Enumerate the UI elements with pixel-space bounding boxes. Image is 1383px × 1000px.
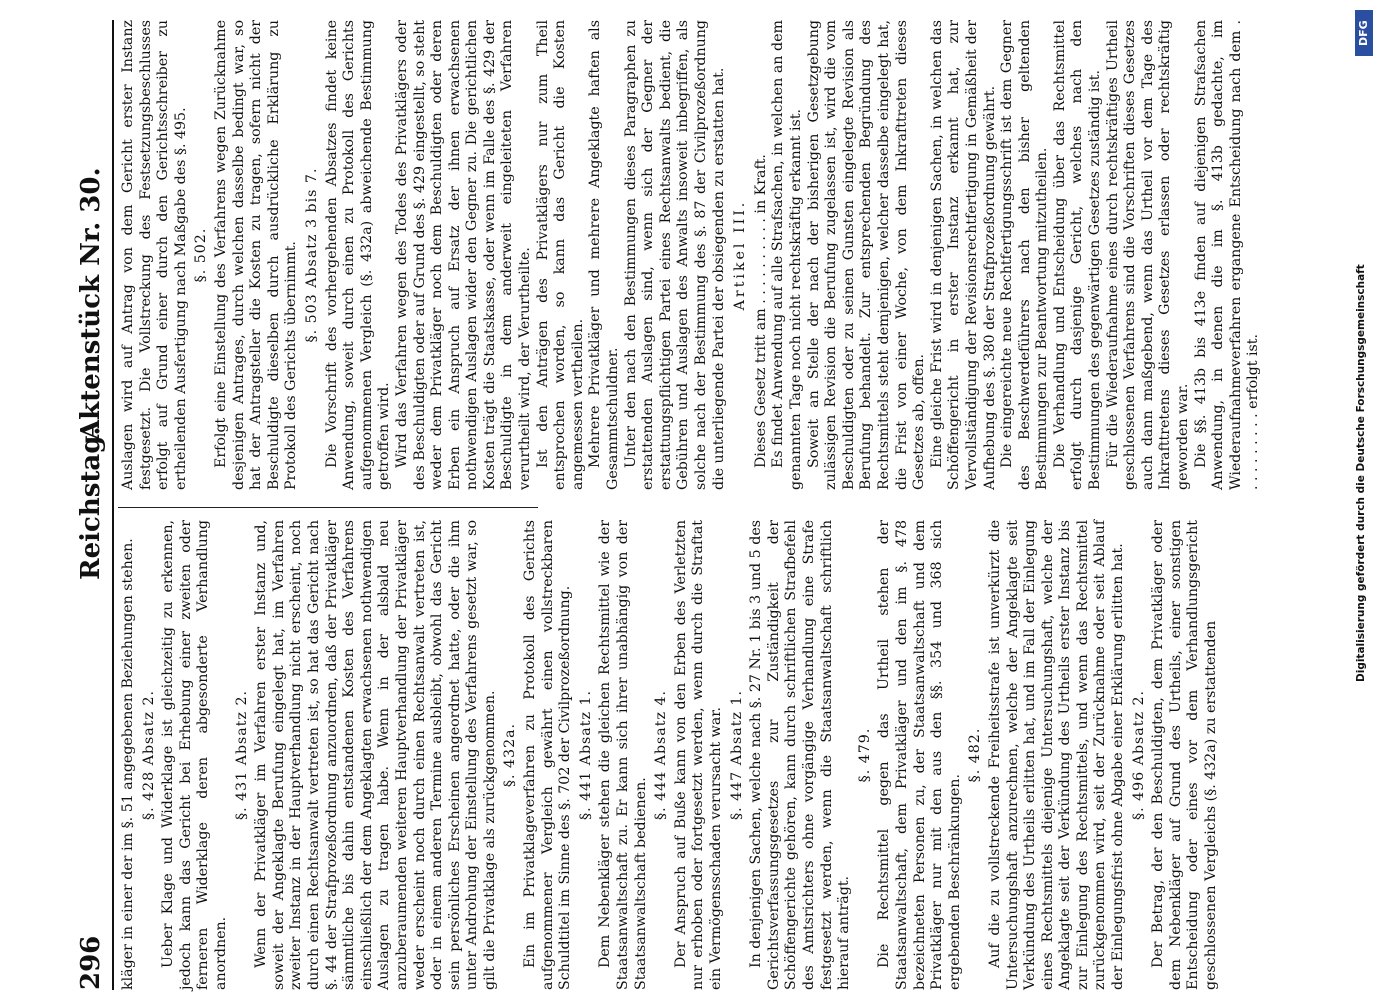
paragraph: Soweit an Stelle der nach der bisherigen Gesetzgebung zulässigen Revision die Berufung zugelassen ist, wird die vom Beschuldigten oder zu seinen Gunsten eingelegte Revision als Berufung behandelt. Zur entsprechenden Begründung des Rechtsmittels steht demjenigen, welcher dasselbe eingelegt hat, die Frist von einer Woche, von dem Inkrafttreten dieses Gesetzes ab, offen.	[805, 20, 928, 490]
column-divider	[118, 507, 538, 508]
paragraph: Ist den Anträgen des Privatklägers nur zum Theil entsprochen worden, so kann das Gericht die Kosten angemessen vertheilen.	[534, 20, 586, 490]
page-number: 296	[76, 935, 106, 990]
paragraph: Auf die zu vollstreckende Freiheitsstrafe ist unverkürzt die Untersuchungshaft anzurechnen, welche der Angeklagte seit Verkündung des Urtheils erlitten hat, und im Fall der Einlegung eines Rechtsmittels diejenige Untersuchungshaft, welche der Angeklagte seit der Verkündung des Urtheils erster Instanz bis zur Einlegung des Rechtsmittels, und wenn das Rechtsmittel zurückgenommen wird, seit der Zurücknahme oder seit Ablauf der Einlegungsfrist ohne Abgabe einer Erklärung erlitten hat.	[986, 520, 1127, 990]
credit-text: Digitalisierung gefördert durch die Deutsche Forschungsgemeinschaft	[1355, 264, 1367, 682]
paragraph: Wird das Verfahren wegen des Todes des Privatklägers oder des Beschuldigten oder auf Grund des §. 429 eingestellt, so steht weder dem Privatkläger noch dem Beschuldigten oder deren Erben ein Anspruch auf Ersatz der ihnen erwachsenen nothwendigen Auslagen wider den Gegner zu. Die gerichtlichen Kosten trägt die Staatskasse, oder wenn im Falle des §. 429 der Beschuldigte in dem anderweit eingeleiteten Verfahren verurtheilt wird, der Verurtheilte.	[393, 20, 534, 490]
paragraph: Dem Nebenkläger stehen die gleichen Rechtsmittel wie der Staatsanwaltschaft zu. Er kann sich ihrer unabhängig von der Staatsanwaltschaft bedienen.	[597, 520, 649, 990]
paragraph: Erfolgt eine Einstellung des Verfahrens wegen Zurücknahme desjenigen Antrages, durch welchen dasselbe bedingt war, so hat der Antragsteller die Kosten zu tragen, sofern nicht der Beschuldigte dieselben durch ausdrückliche Erklärung zu Protokoll des Gerichts übernimmt.	[212, 20, 300, 490]
digitization-credit	[1355, 10, 1377, 990]
section-heading: §. 502.	[193, 227, 210, 283]
paragraph: Die Verhandlung und Entscheidung über das Rechtsmittel erfolgt durch dasjenige Gericht, welches nach den Bestimmungen des gegenwärtigen Gesetzes zuständig ist.	[1051, 20, 1104, 490]
paragraph: Der Anspruch auf Buße kann von den Erben des Verletzten nur erhoben oder fortgesetzt werden, wenn durch die Straftat ein Vermögensschaden verursacht war.	[672, 520, 724, 990]
section-heading: §. 428 Absatz 2.	[140, 690, 157, 820]
paragraph: Die Rechtsmittel gegen das Urtheil stehen der Staatsanwaltschaft, dem Privatkläger und den im §. 478 bezeichneten Personen zu, der Staatsanwaltschaft und dem Privatkläger nur mit den aus den §§. 354 und 368 sich ergebenden Beschränkungen.	[876, 520, 963, 990]
article-heading: Artikel III.	[732, 199, 749, 311]
header-document-number: Aktenstück Nr. 30.	[76, 167, 106, 440]
right-column	[120, 20, 1263, 490]
section-heading: §. 441 Absatz 1.	[577, 690, 594, 820]
paragraph: Ein im Privatklageverfahren zu Protokoll des Gerichts aufgenommener Vergleich gewährt einen vollstreckbaren Schuldtitel im Sinne des §. 702 der Civilprozeßordnung.	[522, 520, 574, 990]
paragraph: Dieses Gesetz tritt am . . . . . . . . . . in Kraft.	[752, 154, 769, 468]
section-heading: §. 482.	[967, 727, 984, 783]
section-heading: §. 432a.	[502, 722, 519, 788]
paragraph: Auslagen wird auf Antrag von dem Gericht erster Instanz festgesetzt. Die Vollstreckung des Festsetzungsbeschlusses erfolgt auf Grund einer durch den Gerichtsschreiber zu ertheilenden Ausfertigung nach Maßgabe des §. 495.	[120, 20, 189, 490]
paragraph: Der Betrag, der den Beschuldigten, dem Privatkläger oder dem Nebenkläger auf Grund des Urtheils, einer sonstigen Entscheidung oder eines vor dem Verhandlungsgericht geschlossenen Vergleichs (§. 432a) zu erstattenden	[1150, 520, 1220, 990]
section-heading: §. 444 Absatz 4.	[653, 690, 670, 820]
section-heading: §. 496 Absatz 2.	[1130, 690, 1147, 820]
dfg-logo: DFG	[1355, 10, 1373, 56]
paragraph: Die §§. 413b bis 413e finden auf diejenigen Strafsachen Anwendung, in denen die im §. 413b gedachte, im Wiederaufnahmeverfahren ergangene Entscheidung nach dem . . . . . . . . . . erfolgt ist.	[1192, 20, 1262, 490]
paragraph: Wenn der Privatkläger im Verfahren erster Instanz und, soweit der Angeklagte Berufung eingelegt hat, im Verfahren zweiter Instanz in der Hauptverhandlung nicht erscheint, noch durch einen Rechtsanwalt vertreten ist, so hat das Gericht nach §. 44 der Strafprozeßordnung anzuordnen, daß der Privatkläger sämmtliche bis dahin entstandenen Kosten des Verfahrens einschließlich der dem Angeklagten erwachsenen nothwendigen Auslagen zu tragen habe. Wenn in der alsbald neu anzuberaumenden weiteren Hauptverhandlung der Privatkläger weder erscheint noch durch einen Rechtsanwalt vertreten ist, oder in einem anderen Termine ausbleibt, obwohl das Gericht sein persönliches Erscheinen angeordnet hatte, oder die ihm unter Androhung der Einstellung des Verfahrens gesetzt war, so gilt die Privatklage als zurückgenommen.	[253, 520, 498, 990]
paragraph: In denjenigen Sachen, welche nach §. 27 Nr. 1 bis 3 und 5 des Gerichtsverfassungsgesetzes zur Zuständigkeit der Schöffengerichte gehören, kann durch schriftlichen Strafbefehl des Amtsrichters ohne vorgängige Verhandlung eine Strafe festgesetzt werden, wenn die Staatsanwaltschaft schriftlich hierauf anträgt.	[748, 520, 853, 990]
paragraph: Für die Wiederaufnahme eines durch rechtskräftiges Urtheil geschlossenen Verfahrens sind die Vorschriften dieses Gesetzes auch dann maßgebend, wenn das Urtheil vor dem Tage des Inkrafttretens dieses Gesetzes erlassen oder rechtskräftig geworden war.	[1104, 20, 1192, 490]
section-heading: §. 431 Absatz 2.	[233, 690, 250, 820]
page-content	[70, 10, 1350, 1000]
left-column	[120, 520, 1221, 990]
header-rule	[112, 20, 114, 990]
paragraph: Mehrere Privatkläger und mehrere Angeklagte haften als Gesammtschuldner.	[587, 20, 622, 490]
paragraph: kläger in einer der im §. 51 angegebenen Beziehungen stehen.	[120, 538, 136, 990]
paragraph: Die eingereichte neue Rechtfertigungsschrift ist dem Gegner des Beschwerdeführers nach den bisher geltenden Bestimmungen zur Beantwortung mitzutheilen.	[999, 20, 1051, 490]
rotated-page	[70, 10, 1350, 1000]
paragraph: Es findet Anwendung auf alle Strafsachen, in welchen an dem genannten Tage noch nicht rechtskräftig erkannt ist.	[770, 20, 804, 490]
paragraph: Unter den nach den Bestimmungen dieses Paragraphen zu erstattenden Auslagen sind, wenn sich der Gegner der erstattungspflichtigen Partei eines Rechtsanwalts bedient, die Gebühren und Auslagen des Anwalts insoweit inbegriffen, als solche nach der Bestimmung des §. 87 der Civilprozeßordnung die unterliegende Partei der obsiegenden zu erstatten hat.	[622, 20, 727, 490]
section-heading: §. 447 Absatz 1.	[728, 690, 745, 820]
paragraph: Eine gleiche Frist wird in denjenigen Sachen, in welchen das Schöffengericht in erster Instanz erkannt hat, zur Vervollständigung der Revisionsrechtfertigung in Gemäßheit der Aufhebung des §. 380 der Strafprozeßordnung gewährt.	[928, 20, 998, 490]
section-heading: §. 479.	[856, 727, 873, 783]
page-header	[70, 10, 110, 1000]
paragraph: Die Vorschrift des vorhergehenden Absatzes findet keine Anwendung, soweit durch einen zu Protokoll des Gerichts aufgenommenen Vergleich (§. 432a) abweichende Bestimmung getroffen wird.	[323, 20, 393, 490]
section-heading: §. 503 Absatz 3 bis 7.	[303, 167, 320, 343]
paragraph: Ueber Klage und Widerklage ist gleichzeitig zu erkennen, jedoch kann das Gericht bei Erhebung einer zweiten oder ferneren Widerklage deren abgesonderte Verhandlung anordnen.	[160, 520, 229, 990]
header-title: Reichstag.	[76, 426, 106, 580]
